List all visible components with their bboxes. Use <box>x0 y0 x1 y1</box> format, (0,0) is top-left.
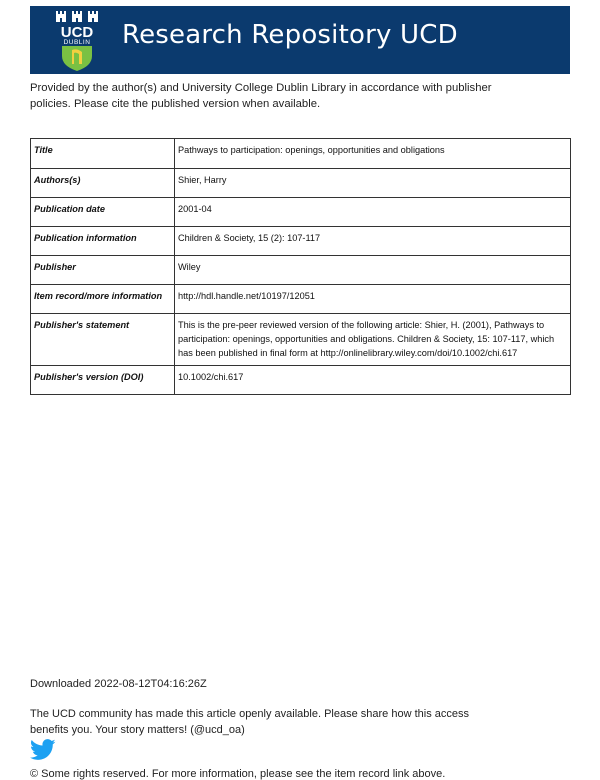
ucd-crest-logo <box>46 8 108 72</box>
crest-ucd-text: UCD <box>60 24 94 41</box>
table-row <box>31 256 571 285</box>
row-value: Children & Society, 15 (2): 107-117 <box>175 227 571 256</box>
row-value[interactable] <box>175 285 571 314</box>
copyright-notice: © Some rights reserved. For more information, please see the item record link above. <box>30 768 446 780</box>
metadata-table <box>30 138 571 395</box>
twitter-bird-icon[interactable] <box>30 739 60 763</box>
table-row <box>31 198 571 227</box>
row-value: 10.1002/chi.617 <box>175 366 571 395</box>
downloaded-timestamp: Downloaded 2022-08-12T04:16:26Z <box>30 678 207 690</box>
crest-dublin-text: DUBLIN <box>63 39 91 46</box>
row-label: Publisher's version (DOI) <box>31 366 175 395</box>
row-label: Item record/more information <box>31 285 175 314</box>
row-value: 2001-04 <box>175 198 571 227</box>
row-label: Title <box>31 139 175 169</box>
table-row <box>31 139 571 169</box>
table-row <box>31 314 571 366</box>
table-row <box>31 366 571 395</box>
repository-banner <box>30 6 570 74</box>
table-row <box>31 285 571 314</box>
table-row <box>31 227 571 256</box>
table-row <box>31 169 571 198</box>
provided-by-notice: Provided by the author(s) and University College Dublin Library in accordance with publisher policies. Please cite the published version when available. <box>30 82 492 110</box>
repository-title: Research Repository UCD <box>122 20 458 50</box>
row-label: Publisher's statement <box>31 314 175 366</box>
row-label: Publisher <box>31 256 175 285</box>
row-value: This is the pre-peer reviewed version of the following article: Shier, H. (2001), Pathways to participation: openings, opportunities and obligations. Children & Society, 15: 107-117, which has been published in final form at http://onlinelibrary.wiley.com/doi/10.1002/chi.617 <box>175 314 571 366</box>
item-record-link[interactable]: http://hdl.handle.net/10197/12051 <box>178 291 315 301</box>
row-value: Wiley <box>175 256 571 285</box>
community-message: The UCD community has made this article openly available. Please share how this access benefits you. Your story matters! (@ucd_oa) <box>30 708 469 736</box>
row-value: Shier, Harry <box>175 169 571 198</box>
row-label: Publication date <box>31 198 175 227</box>
row-label: Publication information <box>31 227 175 256</box>
row-label: Authors(s) <box>31 169 175 198</box>
row-value: Pathways to participation: openings, opportunities and obligations <box>175 139 571 169</box>
